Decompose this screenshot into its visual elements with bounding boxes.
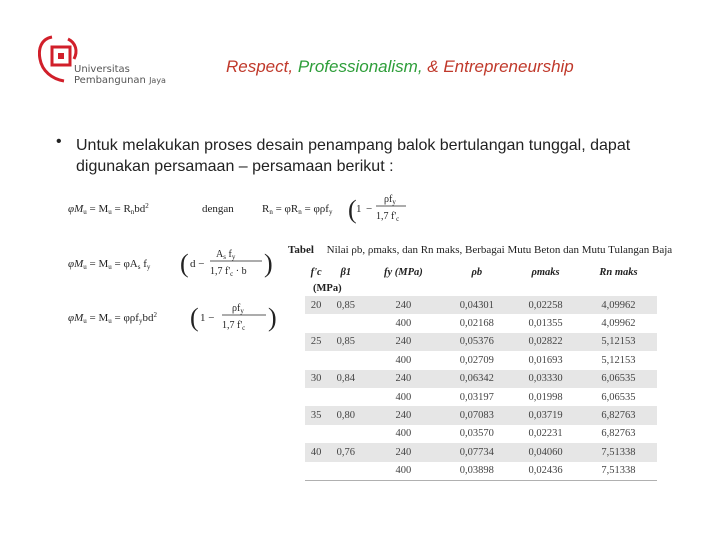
cell: 5,12153 [580,333,657,351]
cell: 35 [305,406,327,424]
cell [305,388,327,406]
cell: 0,85 [327,333,364,351]
bullet-icon: • [56,133,62,150]
col-rn-maks: Rn maks [599,266,638,278]
svg-text:(: ( [348,195,357,224]
col-rho-b: ρb [471,266,483,278]
cell: 30 [305,370,327,388]
col-rho-maks: ρmaks [531,266,560,278]
col-beta1: β1 [340,266,352,278]
col-fc: f'c [310,266,322,278]
cell [327,462,364,481]
cell: 6,82763 [601,428,636,440]
cell: 400 [395,391,412,403]
cell: 20 [305,296,327,314]
table-row [305,462,657,481]
cell: 5,12153 [601,354,636,366]
cell [305,351,327,369]
col-fy: fy (MPa) [384,266,423,278]
svg-text:(: ( [180,249,189,278]
cell: 0,03570 [459,428,494,440]
svg-text:1,7 f'c: 1,7 $f'_c$ [222,320,246,332]
table-title [288,244,672,256]
cell: 0,01693 [528,354,563,366]
svg-text:ρfy: $\rho f_y$ [232,303,244,315]
logo-line-2: Pembangunan [74,75,146,86]
table-row [305,351,657,369]
bullet-text: Untuk melakukan proses desain penampang balok bertulangan tunggal, dapat digunakan persamaan – persamaan berikut : [76,137,631,175]
cell [327,351,364,369]
cell: 0,02822 [511,333,580,351]
svg-text:(: ( [190,303,199,332]
table-label: Tabel [288,244,314,256]
svg-text:): ) [264,249,273,278]
cell: 4,09962 [580,296,657,314]
cell: 6,06535 [601,391,636,403]
cell: 0,85 [327,296,364,314]
cell: 0,07083 [442,406,511,424]
cell: 240 [364,333,442,351]
cell: 0,02258 [511,296,580,314]
cell: 400 [395,318,412,330]
cell [327,314,364,332]
unit-label: (MPa) [313,282,342,294]
equation-1: φMu = Mu = Rnbd$^2$ [68,202,149,216]
cell: 0,01355 [528,318,563,330]
cell [305,462,327,481]
tagline [226,57,574,77]
cell: 0,84 [327,370,364,388]
unit-row [305,280,657,296]
logo-line-3: Jaya [149,76,166,85]
logo-line-1: Universitas [74,64,130,75]
reinforcement-table [305,264,657,481]
table-row [305,406,657,424]
cell: 240 [364,406,442,424]
table-row [305,443,657,461]
svg-text:): ) [268,303,277,332]
cell: 400 [364,462,442,481]
cell: 0,02436 [511,462,580,481]
cell [305,314,327,332]
cell: 0,76 [327,443,364,461]
cell: 0,01998 [528,391,563,403]
cell [327,425,364,443]
svg-text:As fy: $A_s$ $f_y$ [216,249,236,261]
tagline-professionalism: Professionalism, [297,57,423,76]
cell: 0,03197 [459,391,494,403]
cell: 0,02231 [528,428,563,440]
table-caption: Nilai ρb, ρmaks, dan Rn maks, Berbagai Mutu Beton dan Mutu Tulangan Baja [326,244,673,256]
cell: 0,02709 [459,354,494,366]
cell: 400 [395,354,412,366]
formula-connector: dengan [202,203,234,215]
svg-text:ρfy: $\rho f_y$ [384,194,396,206]
tagline-respect: Respect, [226,57,294,76]
cell: 40 [305,443,327,461]
cell: 4,09962 [601,318,636,330]
table-row [305,333,657,351]
table-row [305,425,657,443]
svg-text:Rn = φRn = φρfy: Rn = φRn = φρfy [262,203,333,216]
cell: 0,05376 [442,333,511,351]
equation-3: φMu = Mu = φρfybd$^2$ [68,311,157,325]
cell: 400 [395,428,412,440]
cell: 240 [364,296,442,314]
cell [305,425,327,443]
svg-text:1 −: 1 − [200,312,215,324]
cell: 0,07734 [442,443,511,461]
cell: 0,04301 [442,296,511,314]
tagline-entrepreneurship: & Entrepreneurship [427,57,574,76]
cell: 6,82763 [580,406,657,424]
cell: 7,51338 [580,462,657,481]
equation-2: φMu = Mu = φAs fy [68,258,151,271]
cell: 7,51338 [580,443,657,461]
svg-text:1,7 f'c · b: 1,7 $f'_c \cdot b$ [210,266,247,278]
table-row [305,296,657,314]
cell: 25 [305,333,327,351]
cell [327,388,364,406]
table-row [305,370,657,388]
cell: 0,03898 [442,462,511,481]
cell: 240 [364,443,442,461]
cell: 0,03719 [511,406,580,424]
university-name [74,64,166,86]
cell: 0,03330 [511,370,580,388]
cell: 0,02168 [459,318,494,330]
svg-text:−: − [366,203,373,215]
table-header-row [305,264,657,280]
cell: 240 [364,370,442,388]
cell: 0,04060 [511,443,580,461]
svg-text:1: 1 [356,203,362,215]
cell: 0,80 [327,406,364,424]
svg-text:1,7 f'c: 1,7 $f'_c$ [376,211,400,223]
cell: 0,06342 [442,370,511,388]
table-row [305,314,657,332]
svg-text:d −: d − [190,258,205,270]
rn-equation [260,192,410,236]
table-row [305,388,657,406]
cell: 6,06535 [580,370,657,388]
